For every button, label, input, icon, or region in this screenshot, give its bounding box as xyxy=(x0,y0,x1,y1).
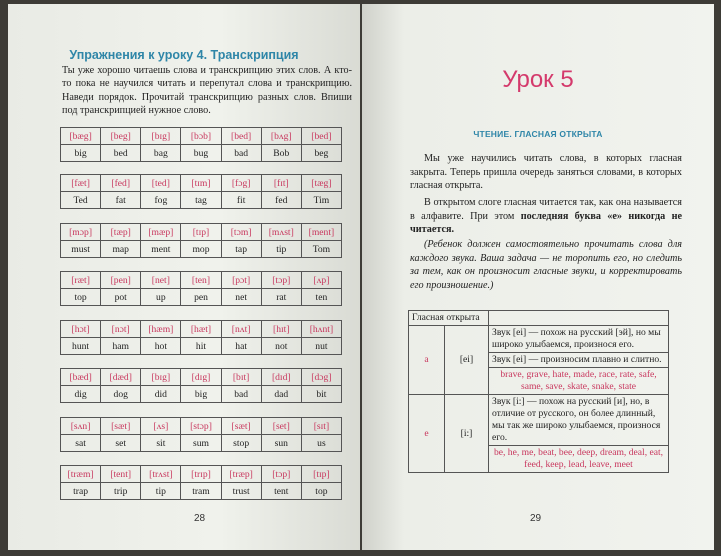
vowel-desc-e-1: Звук [i:] — похож на русский [и], но, в отличие от русского, он более длинный, мы так же широко улыбаемся, произнося его. xyxy=(489,395,669,446)
vowel-letter-e: e xyxy=(409,395,445,473)
transcription-cell: [dɪg] xyxy=(181,369,221,386)
word-cell: nut xyxy=(301,338,341,355)
vowel-desc-a-1: Звук [ei] — похож на русский [эй], но мы широко улыбаемся, произнося его. xyxy=(489,326,669,353)
word-cell: stop xyxy=(221,435,261,452)
transcription-cell: [hʌnt] xyxy=(301,321,341,338)
word-cell: net xyxy=(221,289,261,306)
vowel-table-header: Гласная открыта xyxy=(409,311,489,326)
transcription-cell: [bɪg] xyxy=(141,369,181,386)
transcription-cell: [bɔb] xyxy=(181,128,221,145)
page-number-left: 28 xyxy=(194,513,206,524)
word-cell: Tom xyxy=(301,241,341,258)
transcription-cell: [nɔt] xyxy=(101,321,141,338)
word-cell: tent xyxy=(261,483,301,500)
word-cell: sat xyxy=(61,435,101,452)
transcription-cell: [nʌt] xyxy=(221,321,261,338)
transcription-cell: [dɔg] xyxy=(301,369,341,386)
transcription-cell: [stɔp] xyxy=(181,418,221,435)
paragraph-2 xyxy=(410,196,682,237)
transcription-cell: [sʌn] xyxy=(61,418,101,435)
word-cell: bad xyxy=(221,145,261,162)
vowel-table-header-empty xyxy=(489,311,669,326)
transcription-cell: [mæp] xyxy=(141,224,181,241)
transcription-cell: [tɪp] xyxy=(181,224,221,241)
word-cell: rat xyxy=(261,289,301,306)
transcription-cell: [trɪp] xyxy=(181,466,221,483)
word-cell: pot xyxy=(101,289,141,306)
transcription-cell: [træm] xyxy=(61,466,101,483)
transcription-cell: [hɪt] xyxy=(261,321,301,338)
paragraph-3: (Ребенок должен самостоятельно прочитать слова для каждого звука. Ваша задача — не торопить его, но следить за тем, как он произносит гласные звуки, и корректировать его произношение.) xyxy=(410,239,682,291)
word-cell: mop xyxy=(181,241,221,258)
page-number-right: 29 xyxy=(530,513,542,524)
transcription-cell: [tɪp] xyxy=(301,466,341,483)
word-cell: trust xyxy=(221,483,261,500)
transcription-cell: [dɪd] xyxy=(261,369,301,386)
exercise-grid xyxy=(60,465,342,500)
exercise-grid xyxy=(60,223,342,258)
paragraph-1: Мы уже научились читать слова, в которых гласная закрыта. Теперь пришла очередь заняться словами, в которых гласная открыта. xyxy=(410,153,682,192)
exercise-grid xyxy=(60,417,342,452)
transcription-cell: [ræt] xyxy=(61,272,101,289)
transcription-cell: [beg] xyxy=(101,128,141,145)
transcription-cell: [fɔg] xyxy=(221,175,261,192)
transcription-cell: [net] xyxy=(141,272,181,289)
transcription-cell: [bed] xyxy=(221,128,261,145)
word-cell: big xyxy=(61,145,101,162)
transcription-cell: [mʌst] xyxy=(261,224,301,241)
transcription-cell: [tɔp] xyxy=(261,272,301,289)
word-cell: bit xyxy=(301,386,341,403)
transcription-cell: [sɪt] xyxy=(301,418,341,435)
word-cell: tap xyxy=(221,241,261,258)
word-cell: not xyxy=(261,338,301,355)
word-cell: ment xyxy=(141,241,181,258)
vowel-table xyxy=(408,310,669,473)
word-cell: tram xyxy=(181,483,221,500)
word-cell: fat xyxy=(101,192,141,209)
word-cell: bad xyxy=(221,386,261,403)
transcription-cell: [pen] xyxy=(101,272,141,289)
transcription-cell: [sæt] xyxy=(101,418,141,435)
word-cell: dig xyxy=(61,386,101,403)
word-cell: big xyxy=(181,386,221,403)
transcription-cell: [set] xyxy=(261,418,301,435)
transcription-cell: [pɔt] xyxy=(221,272,261,289)
paragraph-2-text: В открытом слоге гласная читается так, как она называется в алфавите. При этом xyxy=(410,197,682,222)
lesson-title: Урок 5 xyxy=(502,66,574,93)
transcription-cell: [ten] xyxy=(181,272,221,289)
word-cell: ham xyxy=(101,338,141,355)
word-cell: up xyxy=(141,289,181,306)
paragraph-2-bold: последняя буква «е» никогда не читается. xyxy=(410,210,682,236)
word-cell: bag xyxy=(141,145,181,162)
section-title: ЧТЕНИЕ. ГЛАСНАЯ ОТКРЫТА xyxy=(473,129,603,139)
exercise-grid xyxy=(60,271,342,306)
transcription-cell: [bʌg] xyxy=(261,128,301,145)
word-cell: ten xyxy=(301,289,341,306)
exercise-grid xyxy=(60,174,342,209)
word-cell: did xyxy=(141,386,181,403)
transcription-cell: [bɪg] xyxy=(141,128,181,145)
exercise-grid xyxy=(60,127,342,162)
word-cell: fog xyxy=(141,192,181,209)
word-cell: top xyxy=(61,289,101,306)
transcription-cell: [tɔm] xyxy=(221,224,261,241)
word-cell: beg xyxy=(301,145,341,162)
transcription-cell: [hæt] xyxy=(181,321,221,338)
exercise-grid xyxy=(60,368,342,403)
word-cell: us xyxy=(301,435,341,452)
word-cell: fed xyxy=(261,192,301,209)
word-cell: fit xyxy=(221,192,261,209)
exercise-grid xyxy=(60,320,342,355)
word-cell: Tim xyxy=(301,192,341,209)
transcription-cell: [sæt] xyxy=(221,418,261,435)
word-cell: dad xyxy=(261,386,301,403)
word-cell: sum xyxy=(181,435,221,452)
word-cell: trip xyxy=(101,483,141,500)
transcription-cell: [fæt] xyxy=(61,175,101,192)
exercise-instructions: Ты уже хорошо читаешь слова и транскрипцию этих слов. А кто-то пока не научился читать и перепутал слова и транскрипцию. Наведи порядок. Прочитай транскрипцию разных слов. Впиши под транскрипцией нужное слово. xyxy=(62,65,352,117)
transcription-cell: [træp] xyxy=(221,466,261,483)
word-cell: must xyxy=(61,241,101,258)
word-cell: Ted xyxy=(61,192,101,209)
transcription-cell: [tæg] xyxy=(301,175,341,192)
left-page xyxy=(8,4,360,550)
word-cell: Bob xyxy=(261,145,301,162)
vowel-desc-a-2: Звук [ei] — произносим плавно и слитно. xyxy=(489,353,669,368)
word-cell: tip xyxy=(261,241,301,258)
transcription-cell: [dæd] xyxy=(101,369,141,386)
transcription-cell: [fɪt] xyxy=(261,175,301,192)
word-cell: set xyxy=(101,435,141,452)
word-cell: sun xyxy=(261,435,301,452)
transcription-cell: [bɪt] xyxy=(221,369,261,386)
word-cell: tip xyxy=(141,483,181,500)
transcription-cell: [fed] xyxy=(101,175,141,192)
transcription-cell: [tæp] xyxy=(101,224,141,241)
word-cell: tag xyxy=(181,192,221,209)
word-cell: hot xyxy=(141,338,181,355)
transcription-cell: [hɔt] xyxy=(61,321,101,338)
transcription-cell: [trʌst] xyxy=(141,466,181,483)
transcription-cell: [ʌp] xyxy=(301,272,341,289)
word-cell: hunt xyxy=(61,338,101,355)
word-cell: hat xyxy=(221,338,261,355)
word-cell: hit xyxy=(181,338,221,355)
vowel-examples-a: brave, grave, hate, made, race, rate, safe, same, save, skate, snake, state xyxy=(489,368,669,395)
exercise-title: Упражнения к уроку 4. Транскрипция xyxy=(69,48,299,62)
word-cell: pen xyxy=(181,289,221,306)
right-page xyxy=(362,4,714,550)
transcription-cell: [tɪm] xyxy=(181,175,221,192)
word-cell: bed xyxy=(101,145,141,162)
vowel-examples-e: be, he, me, beat, bee, deep, dream, deal, eat, feed, keep, lead, leave, meet xyxy=(489,446,669,473)
transcription-cell: [tɔp] xyxy=(261,466,301,483)
vowel-sound-e: [i:] xyxy=(445,395,489,473)
transcription-cell: [bed] xyxy=(301,128,341,145)
word-cell: map xyxy=(101,241,141,258)
word-cell: top xyxy=(301,483,341,500)
transcription-cell: [hæm] xyxy=(141,321,181,338)
transcription-cell: [tent] xyxy=(101,466,141,483)
word-cell: trap xyxy=(61,483,101,500)
transcription-cell: [bæd] xyxy=(61,369,101,386)
vowel-letter-a: a xyxy=(409,326,445,395)
word-cell: dog xyxy=(101,386,141,403)
transcription-cell: [ment] xyxy=(301,224,341,241)
transcription-cell: [mɔp] xyxy=(61,224,101,241)
transcription-cell: [ted] xyxy=(141,175,181,192)
transcription-cell: [ʌs] xyxy=(141,418,181,435)
vowel-sound-a: [ei] xyxy=(445,326,489,395)
word-cell: bug xyxy=(181,145,221,162)
word-cell: sit xyxy=(141,435,181,452)
transcription-cell: [bæg] xyxy=(61,128,101,145)
